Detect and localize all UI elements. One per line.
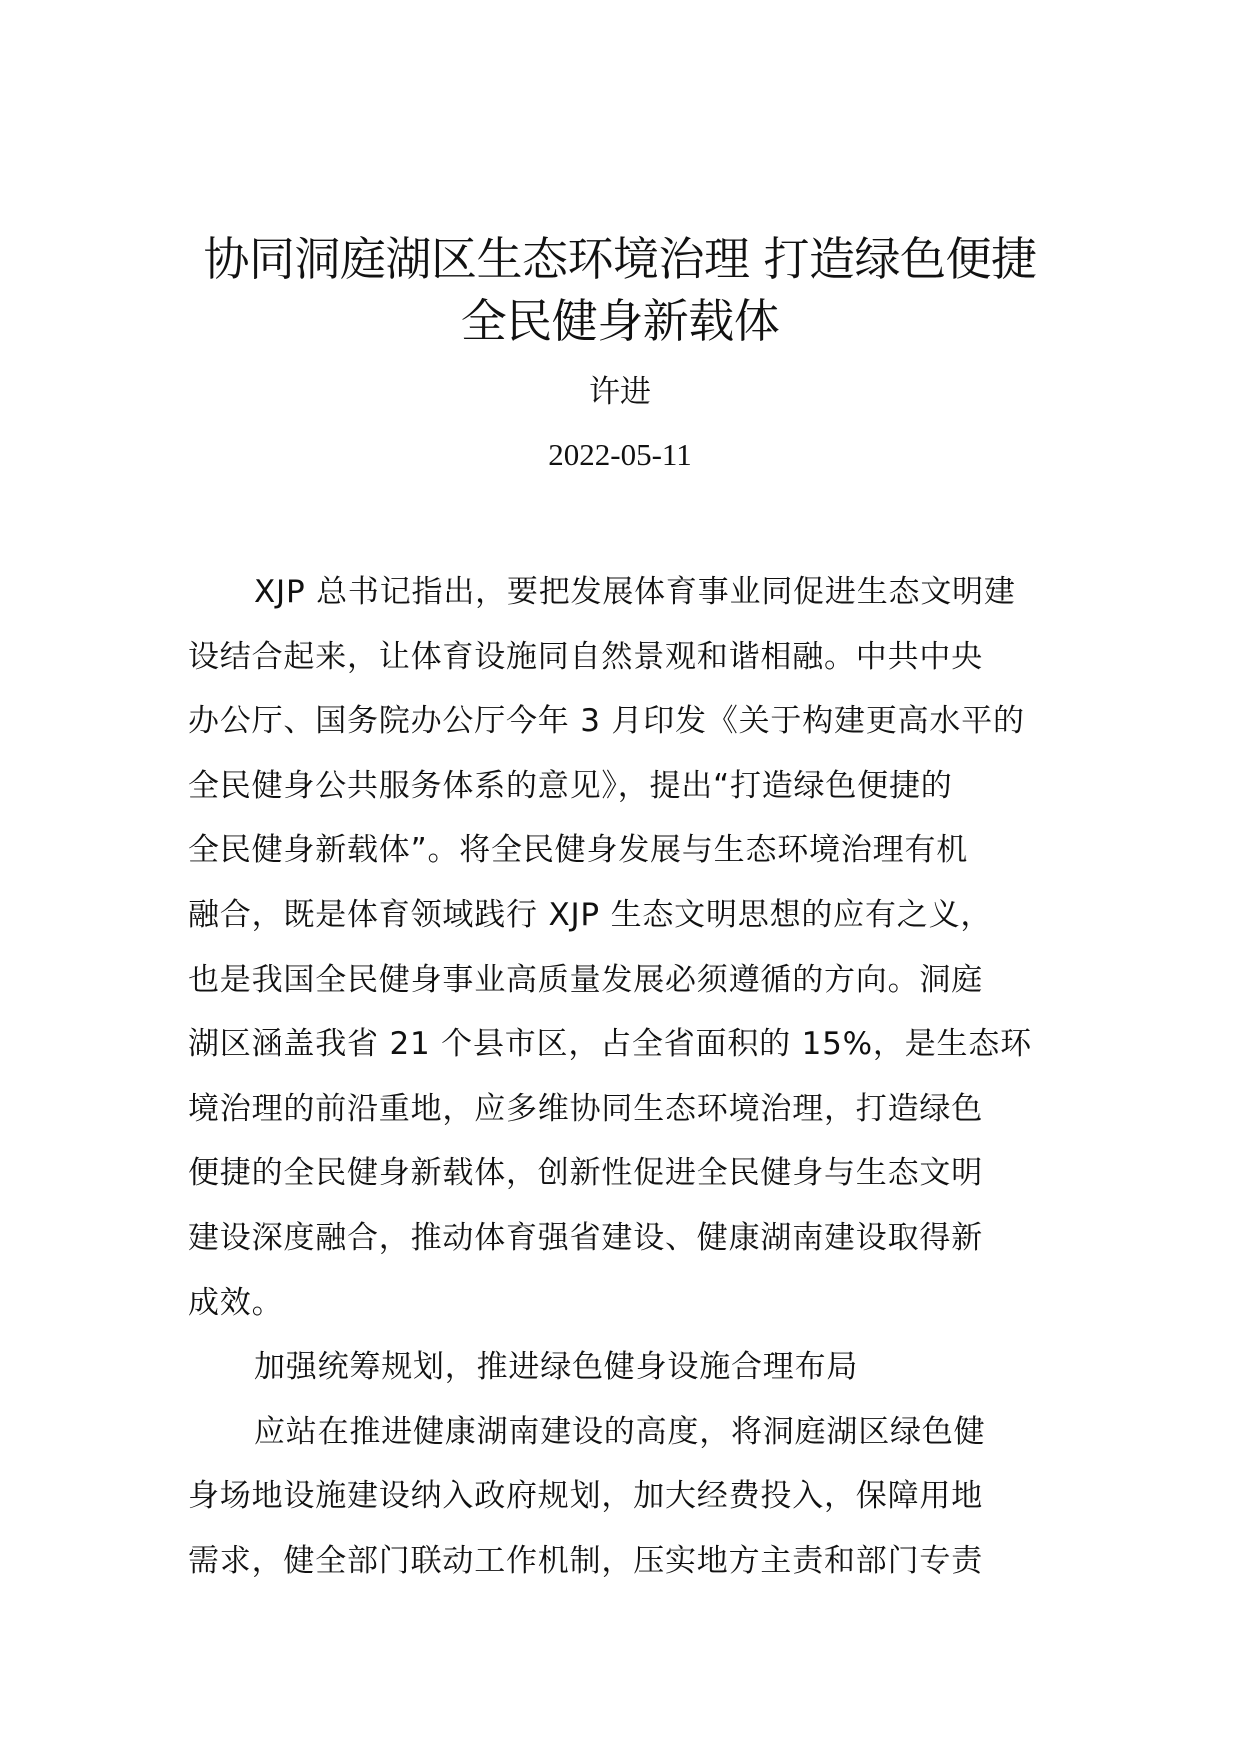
paragraph-line: 应站在推进健康湖南建设的高度，将洞庭湖区绿色健 [254,1413,986,1450]
paragraph-line: 办公厅、国务院办公厅今年 3 月印发《关于构建更高水平的 [188,703,1025,740]
paragraph-line: 需求，健全部门联动工作机制，压实地方主责和部门专责 [188,1542,983,1579]
paragraph-line: 全民健身公共服务体系的意见》，提出“打造绿色便捷的 [188,767,953,804]
paragraph-line: 设结合起来，让体育设施同自然景观和谐相融。中共中央 [188,638,983,675]
paragraph-line: 也是我国全民健身事业高质量发展必须遵循的方向。洞庭 [188,961,983,998]
section-heading-text: 加强统筹规划，推进绿色健身设施合理布局 [254,1349,859,1386]
article-date: 2022-05-11 [548,437,692,472]
article-author: 许进 [589,374,651,410]
paragraph-line: 建设深度融合，推动体育强省建设、健康湖南建设取得新 [188,1219,983,1256]
article-body [188,560,1058,1594]
paragraph-line: 便捷的全民健身新载体，创新性促进全民健身与生态文明 [188,1155,983,1192]
title-line-2: 全民健身新载体 [460,294,780,348]
section-heading [188,1335,1058,1400]
paragraph-line: 成效。 [188,1284,284,1321]
paragraph-line: XJP 总书记指出，要把发展体育事业同促进生态文明建 [254,574,1016,610]
paragraph-line: 全民健身新载体”。将全民健身发展与生态环境治理有机 [188,832,969,869]
title-line-1: 协同洞庭湖区生态环境治理 打造绿色便捷 [203,232,1037,286]
paragraph-1 [188,560,1058,1335]
paragraph-2 [188,1400,1058,1594]
paragraph-line: 身场地设施建设纳入政府规划，加大经费投入，保障用地 [188,1478,983,1515]
paragraph-line: 融合，既是体育领域践行 XJP 生态文明思想的应有之义， [188,896,993,933]
paragraph-line: 湖区涵盖我省 21 个县市区，占全省面积的 15%，是生态环 [188,1026,1032,1063]
article-title [150,228,1090,352]
paragraph-line: 境治理的前沿重地，应多维协同生态环境治理，打造绿色 [188,1090,983,1127]
